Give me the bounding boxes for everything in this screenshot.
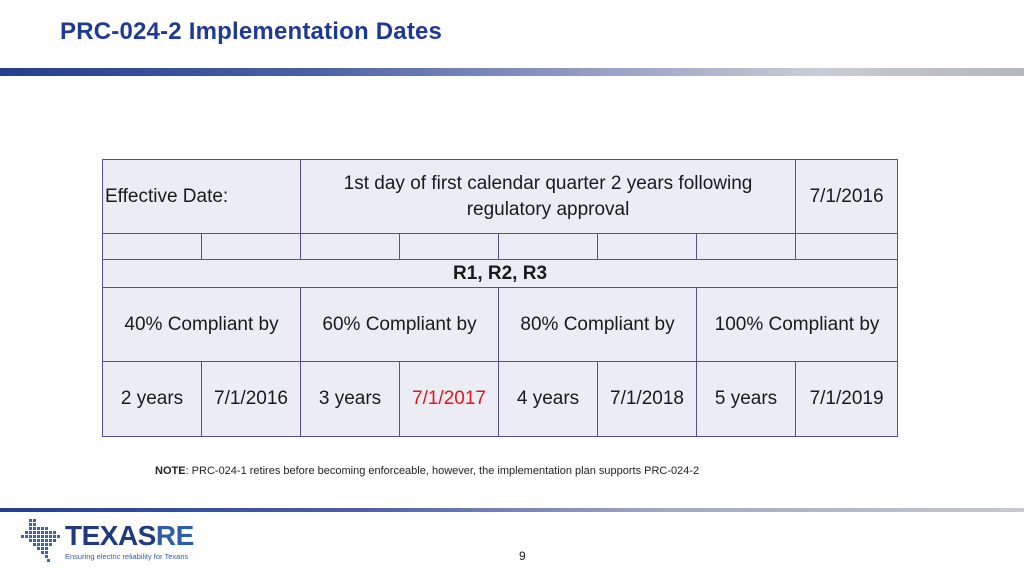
logo-word-texas: TEXAS — [65, 520, 156, 551]
milestone-period-80: 4 years — [499, 362, 598, 437]
milestone-label-60: 60% Compliant by — [301, 288, 499, 362]
empty-cell — [301, 234, 400, 260]
effective-date-row — [103, 160, 898, 234]
empty-cell — [499, 234, 598, 260]
milestone-date-100: 7/1/2019 — [796, 362, 898, 437]
empty-cell — [103, 234, 202, 260]
page-number: 9 — [519, 549, 526, 563]
empty-cell — [400, 234, 499, 260]
effective-date-description: 1st day of first calendar quarter 2 years following regulatory approval — [301, 160, 796, 234]
milestone-date-60: 7/1/2017 — [400, 362, 499, 437]
milestone-label-80: 80% Compliant by — [499, 288, 697, 362]
milestone-label-100: 100% Compliant by — [697, 288, 898, 362]
milestone-label-row — [103, 288, 898, 362]
logo-wordmark — [65, 520, 194, 552]
milestone-period-60: 3 years — [301, 362, 400, 437]
texas-map-icon — [20, 518, 62, 564]
effective-date-value: 7/1/2016 — [796, 160, 898, 234]
slide-title: PRC-024-2 Implementation Dates — [60, 18, 443, 45]
implementation-table — [102, 159, 898, 437]
note-text: : PRC-024-1 retires before becoming enforceable, however, the implementation plan supports PRC-024-2 — [185, 465, 700, 477]
section-header-row — [103, 260, 898, 288]
logo-tagline: Ensuring electric reliability for Texans — [65, 552, 189, 561]
texas-re-logo — [20, 518, 210, 566]
footer-divider — [0, 508, 1024, 512]
empty-cell — [796, 234, 898, 260]
milestone-date-80: 7/1/2018 — [598, 362, 697, 437]
empty-cell — [697, 234, 796, 260]
section-header: R1, R2, R3 — [103, 260, 898, 288]
milestone-period-40: 2 years — [103, 362, 202, 437]
milestone-date-40: 7/1/2016 — [202, 362, 301, 437]
empty-cell — [202, 234, 301, 260]
milestone-label-40: 40% Compliant by — [103, 288, 301, 362]
empty-cell — [598, 234, 697, 260]
milestone-period-100: 5 years — [697, 362, 796, 437]
empty-row — [103, 234, 898, 260]
title-divider — [0, 68, 1024, 76]
logo-word-re: RE — [155, 520, 194, 551]
note-label: NOTE — [155, 465, 186, 477]
effective-date-label: Effective Date: — [103, 160, 301, 234]
milestone-date-row — [103, 362, 898, 437]
footnote — [155, 465, 699, 477]
